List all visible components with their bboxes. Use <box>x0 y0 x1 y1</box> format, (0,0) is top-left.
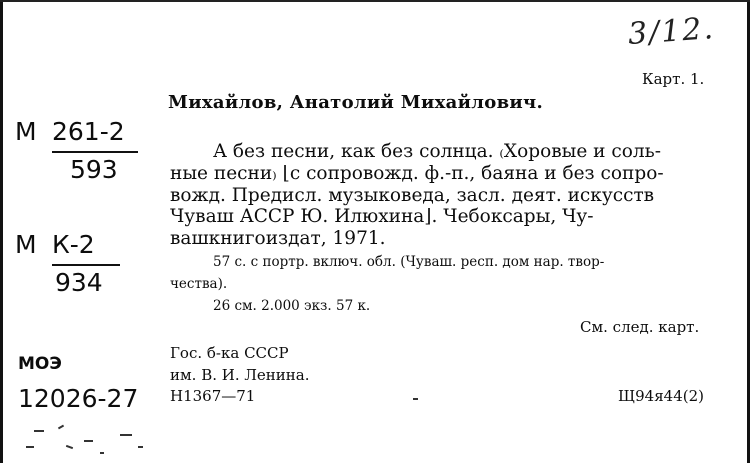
physical-description-1: 57 с. с портр. включ. обл. (Чуваш. респ. дом нар. твор- <box>213 254 605 270</box>
ink-speck <box>100 452 104 454</box>
ink-speck <box>138 446 143 448</box>
see-next-card: См. след. карт. <box>580 318 700 336</box>
shelfmark-1-divider <box>52 151 138 153</box>
title-line-5: вашкнигоиздат, 1971. <box>170 228 386 249</box>
ink-speck <box>34 430 44 432</box>
registration-number: 12026-27 <box>18 384 139 413</box>
card-number: Карт. 1. <box>642 70 705 88</box>
classification-code: Щ94я44(2) <box>618 387 705 405</box>
card-top-edge <box>0 0 750 2</box>
card-print-code: Н1367—71 <box>170 387 256 405</box>
size-and-price: 26 см. 2.000 экз. 57 к. <box>213 298 371 314</box>
ink-speck <box>58 425 64 430</box>
shelfmark-2-bottom: 934 <box>55 268 103 297</box>
title-line-4: Чуваш АССР Ю. Илюхина⌋. Чебоксары, Чу- <box>170 206 594 227</box>
stamp-abbrev: МОЭ <box>18 354 62 374</box>
library-dedication: им. В. И. Ленина. <box>170 366 310 384</box>
shelfmark-1-prefix: М <box>15 117 37 146</box>
shelfmark-2-top: К-2 <box>52 230 95 259</box>
handwritten-note: 3/12. <box>626 11 717 52</box>
shelfmark-1-top: 261-2 <box>52 117 125 146</box>
ink-speck <box>120 434 132 436</box>
shelfmark-2-divider <box>52 264 120 266</box>
title-line-2: ные песни₎ ⌊с сопровожд. ф.-п., баяна и без сопро- <box>170 163 664 184</box>
shelfmark-2-prefix: М <box>15 230 37 259</box>
card-left-edge <box>0 0 3 463</box>
ink-speck <box>26 446 34 448</box>
shelfmark-1-bottom: 593 <box>70 155 118 184</box>
ink-speck <box>413 398 418 400</box>
ink-speck <box>84 440 93 442</box>
title-line-1: А без песни, как без солнца. ₍Хоровые и соль- <box>213 141 661 162</box>
title-line-3: вожд. Предисл. музыковеда, засл. деят. искусств <box>170 185 655 206</box>
physical-description-2: чества). <box>170 276 228 292</box>
ink-speck <box>66 445 73 449</box>
library-name: Гос. б-ка СССР <box>170 344 289 362</box>
author-heading: Михайлов, Анатолий Михайлович. <box>168 92 544 113</box>
